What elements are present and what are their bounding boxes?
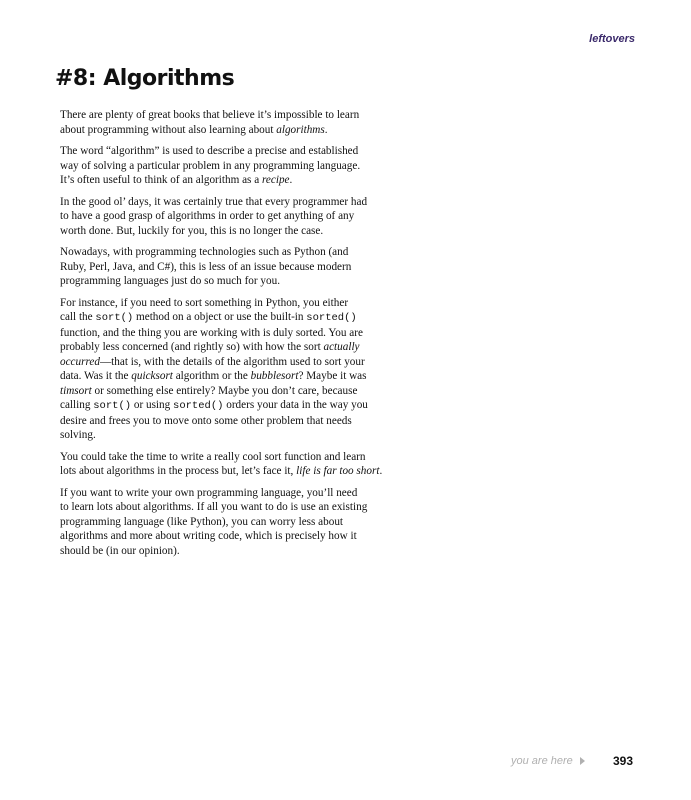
section-tag: leftovers <box>589 33 635 45</box>
text-line <box>60 123 396 138</box>
text-run: or using <box>131 399 174 411</box>
text-run: . <box>289 174 293 186</box>
inline-code: sorted() <box>306 312 357 324</box>
text-run: function, and the thing you are working with is duly sorted. You are <box>60 326 363 339</box>
text-run: should be (in our opinion). <box>60 544 180 557</box>
text-run: There are plenty of great books that believe it’s impossible to learn <box>60 109 360 121</box>
inline-code: sort() <box>95 312 134 324</box>
text-line <box>60 384 396 399</box>
text-run: call the <box>60 311 96 323</box>
text-line <box>60 369 396 384</box>
text-run: method on a object or use the built-in <box>133 311 307 323</box>
text-line <box>60 108 396 123</box>
text-line <box>60 173 396 188</box>
text-line <box>60 340 396 355</box>
paragraph <box>60 450 396 479</box>
emphasis-text: occurred <box>60 355 100 368</box>
text-run: way of solving a particular problem in any programming language. <box>60 159 361 172</box>
page-heading: #8: Algorithms <box>55 66 235 91</box>
text-line <box>60 296 396 311</box>
text-line <box>60 464 396 479</box>
text-line <box>60 500 396 515</box>
emphasis-text: recipe <box>261 174 290 186</box>
text-line <box>60 224 396 239</box>
text-run: If you want to write your own programming language, you’ll need <box>60 486 358 499</box>
text-line <box>60 414 396 429</box>
paragraph <box>60 144 396 188</box>
text-run: In the good ol’ days, it was certainly true that every programmer had <box>60 195 368 208</box>
inline-code: sorted() <box>173 400 224 412</box>
text-run: probably less concerned (and rightly so) with how the sort <box>60 341 324 353</box>
text-run: calling <box>60 399 94 411</box>
text-run: ? Maybe it was <box>298 370 367 382</box>
paragraph <box>60 245 396 289</box>
text-run: You could take the time to write a really cool sort function and learn <box>60 450 366 463</box>
text-run: to have a good grasp of algorithms in order to get anything of any <box>60 210 355 222</box>
text-line <box>60 144 396 159</box>
text-line <box>60 159 396 174</box>
text-run: algorithm or the <box>172 370 251 382</box>
paragraph <box>60 108 396 137</box>
text-line <box>60 486 396 501</box>
text-line <box>60 450 396 465</box>
text-line <box>60 245 396 260</box>
page-number: 393 <box>613 754 634 768</box>
text-run: . <box>379 465 383 477</box>
text-run: . <box>324 123 328 136</box>
paragraph <box>60 296 396 443</box>
text-run: lots about algorithms in the process but, let’s face it, <box>60 465 297 477</box>
text-line <box>60 355 396 370</box>
emphasis-text: algorithms <box>276 123 325 136</box>
emphasis-text: quicksort <box>131 370 173 382</box>
article-body <box>60 108 396 565</box>
emphasis-text: timsort <box>60 384 92 397</box>
text-run: It’s often useful to think of an algorithm as a <box>60 174 262 186</box>
text-run: or something else entirely? Maybe you don’t care, because <box>91 384 358 397</box>
text-run: Ruby, Perl, Java, and C#), this is less of an issue because modern <box>60 260 352 273</box>
text-run: to learn lots about algorithms. If all you want to do is use an existing <box>60 501 368 513</box>
text-line <box>60 209 396 224</box>
text-line <box>60 310 396 326</box>
inline-code: sort() <box>93 400 132 412</box>
paragraph <box>60 486 396 559</box>
text-run: programming language (like Python), you can worry less about <box>60 515 344 528</box>
text-run: solving. <box>60 429 96 441</box>
text-line <box>60 428 396 443</box>
text-line <box>60 398 396 414</box>
text-run: orders your data in the way you <box>223 399 368 411</box>
emphasis-text: bubblesort <box>250 370 299 382</box>
text-run: about programming without also learning about <box>60 123 277 136</box>
text-line <box>60 529 396 544</box>
text-run: desire and frees you to move onto some other problem that needs <box>60 414 352 427</box>
triangle-right-icon <box>580 757 585 765</box>
text-line <box>60 515 396 530</box>
text-line <box>60 260 396 275</box>
text-line <box>60 195 396 210</box>
emphasis-text: actually <box>323 341 360 353</box>
text-run: —that is, with the details of the algorithm used to sort your <box>99 355 365 368</box>
you-are-here-label: you are here <box>511 755 573 767</box>
text-run: data. Was it the <box>60 370 132 382</box>
text-run: algorithms and more about writing code, which is precisely how it <box>60 530 357 542</box>
emphasis-text: life is far too short <box>296 465 380 477</box>
text-line <box>60 544 396 559</box>
text-line <box>60 274 396 289</box>
text-run: The word “algorithm” is used to describe a precise and established <box>60 145 359 157</box>
text-run: worth done. But, luckily for you, this is no longer the case. <box>60 224 324 237</box>
text-run: programming languages just do so much for you. <box>60 275 280 287</box>
paragraph <box>60 195 396 239</box>
text-run: Nowadays, with programming technologies such as Python (and <box>60 246 349 258</box>
text-line <box>60 326 396 341</box>
text-run: For instance, if you need to sort something in Python, you either <box>60 296 349 309</box>
